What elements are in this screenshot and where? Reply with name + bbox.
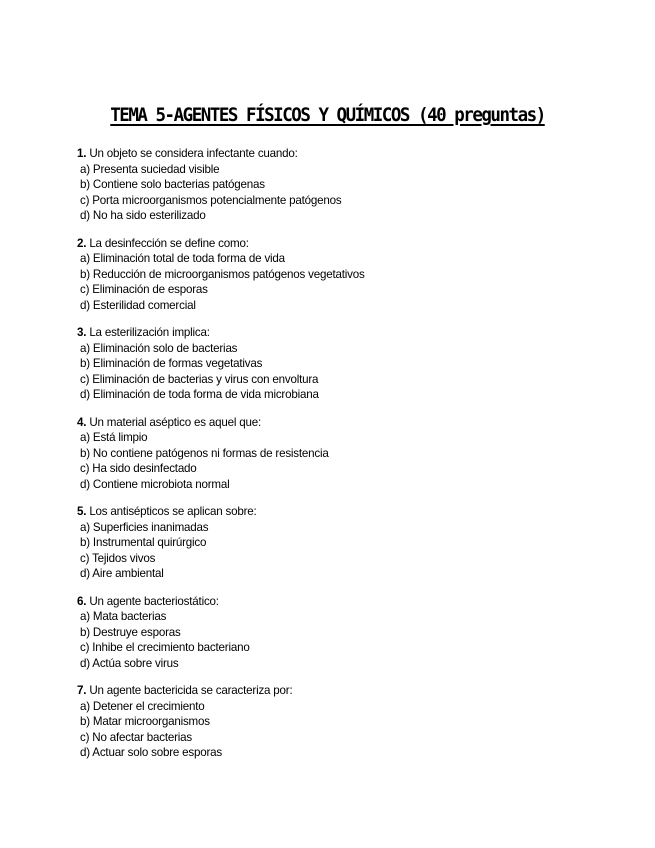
question-number: 3. [77,326,87,339]
question-stem [77,325,577,341]
option-d: d) Aire ambiental [80,567,164,580]
option-d: d) No ha sido esterilizado [80,209,206,222]
question-stem [77,594,577,610]
question-number: 7. [77,684,87,697]
question-number: 2. [77,236,87,250]
question-2 [77,236,577,314]
option-b: b) Instrumental quirúrgico [80,536,207,549]
question-number: 5. [77,505,87,518]
option-d: d) Eliminación de toda forma de vida microbiana [80,388,319,401]
question-number: 6. [77,594,87,608]
option-a: a) Está limpio [80,431,148,444]
option-d: d) Actuar solo sobre esporas [80,746,222,759]
option-c: c) Inhibe el crecimiento bacteriano [80,641,250,654]
question-text: La esterilización implica: [89,326,210,339]
option-d: d) Actúa sobre virus [80,656,179,670]
option-c: c) Eliminación de esporas [80,283,208,296]
option-a: a) Eliminación solo de bacterias [80,341,238,355]
option-c: c) No afectar bacterias [80,730,193,744]
option-b: b) No contiene patógenos ni formas de resistencia [80,446,329,460]
option-c: c) Eliminación de bacterias y virus con envoltura [80,372,319,386]
question-3 [77,325,577,403]
option-c: c) Ha sido desinfectado [80,462,197,475]
question-4 [77,415,577,493]
option-a: a) Superficies inanimadas [80,520,209,534]
question-6 [77,594,577,672]
option-a: a) Detener el crecimiento [80,699,205,713]
question-stem [77,415,577,431]
question-stem [77,504,577,520]
option-b: b) Eliminación de formas vegetativas [80,357,263,370]
option-a: a) Presenta suciedad visible [80,162,220,176]
option-b: b) Destruye esporas [80,625,181,639]
page-title: TEMA 5-AGENTES FÍSICOS Y QUÍMICOS (40 preguntas) [110,104,545,126]
option-b: b) Matar microorganismos [80,715,210,728]
question-stem [77,146,577,162]
option-b: b) Contiene solo bacterias patógenas [80,178,265,191]
question-text: Un agente bactericida se caracteriza por: [89,684,293,697]
option-a: a) Mata bacterias [80,610,167,623]
option-a: a) Eliminación total de toda forma de vida [80,252,285,265]
option-d: d) Contiene microbiota normal [80,477,230,491]
option-c: c) Tejidos vivos [80,551,156,565]
option-d: d) Esterilidad comercial [80,298,196,312]
question-1 [77,146,577,224]
question-stem [77,683,577,699]
question-text: Un material aséptico es aquel que: [89,415,262,429]
question-5 [77,504,577,582]
option-b: b) Reducción de microorganismos patógenos vegetativos [80,267,365,281]
question-stem [77,236,577,252]
option-c: c) Porta microorganismos potencialmente patógenos [80,193,342,207]
question-number: 1. [77,147,87,160]
question-text: Los antisépticos se aplican sobre: [89,505,257,518]
question-7 [77,683,577,761]
question-text: Un objeto se considera infectante cuando: [89,147,298,160]
question-number: 4. [77,415,87,429]
question-text: Un agente bacteriostático: [89,594,219,608]
question-text: La desinfección se define como: [89,236,249,250]
question-list [77,146,577,773]
